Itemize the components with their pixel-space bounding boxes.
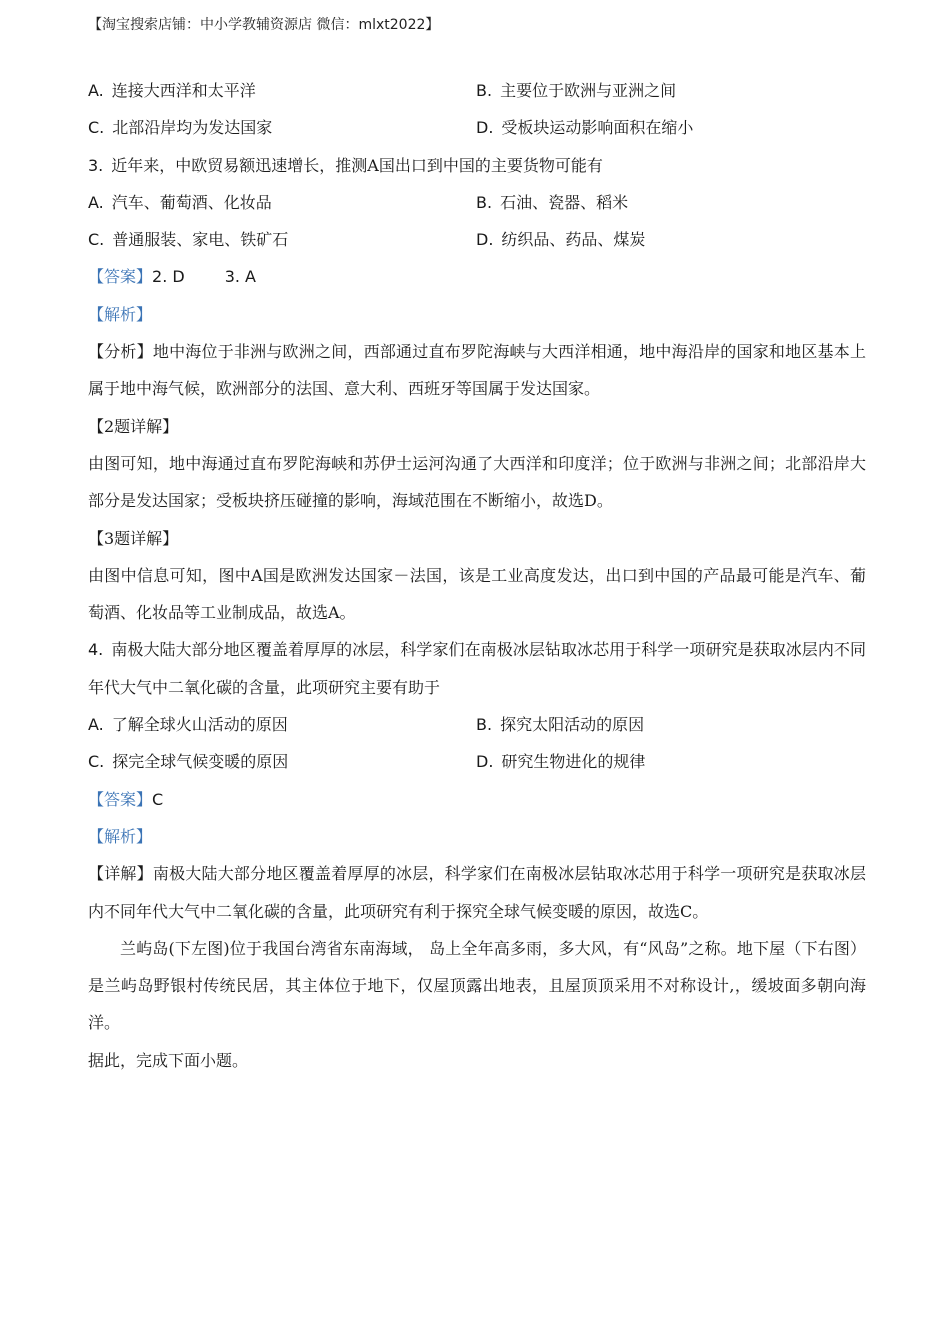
q2-options-row-1 xyxy=(88,72,866,109)
option-text: 汽车、葡萄酒、化妆品 xyxy=(111,192,272,212)
option-key: D. xyxy=(476,230,494,250)
q4-options-row-2 xyxy=(88,743,866,780)
detail-label: 【详解】 xyxy=(88,864,153,884)
question-number: 3. xyxy=(88,155,104,175)
answer-value-q4: C xyxy=(152,789,164,809)
option-text: 普通服装、家电、铁矿石 xyxy=(112,230,289,250)
option-text: 受板块运动影响面积在缩小 xyxy=(501,118,694,138)
document-body xyxy=(88,72,866,1079)
option-key: B. xyxy=(476,715,493,735)
answer-label: 【答案】 xyxy=(88,789,153,809)
q3-options-row-1 xyxy=(88,184,866,221)
question-text: 南极大陆大部分地区覆盖着厚厚的冰层，科学家们在南极冰层钻取冰芯用于科学一项研究是获取冰层内不同年代大气中二氧化碳的含量，此项研究主要有助于 xyxy=(88,640,866,697)
q3-options-row-2 xyxy=(88,221,866,258)
q2-option-a xyxy=(88,72,476,109)
answer-value-q3: 3. A xyxy=(224,267,256,287)
option-text: 纺织品、药品、煤炭 xyxy=(501,230,646,250)
answer-value-q2: 2. D xyxy=(152,267,185,287)
detail-3-paragraph: 由图中信息可知，图中A国是欧洲发达国家－法国，该是工业高度发达，出口到中国的产品最可能是汽车、葡萄酒、化妆品等工业制成品，故选A。 xyxy=(88,565,866,623)
answer-line-1 xyxy=(88,258,866,295)
option-key: A. xyxy=(88,81,104,100)
option-key: D. xyxy=(476,752,494,772)
analysis-text: 地中海位于非洲与欧洲之间，西部通过直布罗陀海峡与大西洋相通，地中海沿岸的国家和地区基本上属于地中海气候，欧洲部分的法国、意大利、西班牙等国属于发达国家。 xyxy=(88,342,866,399)
detail-text: 南极大陆大部分地区覆盖着厚厚的冰层，科学家们在南极冰层钻取冰芯用于科学一项研究是获取冰层内不同年代大气中二氧化碳的含量，此项研究有利于探究全球气候变暖的原因，故选C。 xyxy=(88,864,866,921)
option-key: D. xyxy=(476,118,494,138)
q3-option-a xyxy=(88,184,476,221)
option-key: B. xyxy=(476,81,493,100)
option-key: C. xyxy=(88,752,105,772)
option-text: 探究太阳活动的原因 xyxy=(500,715,645,735)
detail-2-heading xyxy=(88,408,866,445)
q4-option-d xyxy=(476,743,866,780)
q4-stem xyxy=(88,631,866,706)
analysis-paragraph xyxy=(88,333,866,408)
detail-3-heading xyxy=(88,520,866,557)
option-key: A. xyxy=(88,192,104,212)
option-key: B. xyxy=(476,192,493,212)
jiexi-line-2 xyxy=(88,818,866,855)
jiexi-line-1 xyxy=(88,296,866,333)
q4-options-row-1 xyxy=(88,706,866,743)
q4-option-b xyxy=(476,706,866,743)
q3-option-b xyxy=(476,184,866,221)
detail-2-paragraph: 由图可知，地中海通过直布罗陀海峡和苏伊士运河沟通了大西洋和印度洋；位于欧洲与非洲之间；北部沿岸大部分是发达国家；受板块挤压碰撞的影响，海域范围在不断缩小，故选D。 xyxy=(88,453,866,511)
answer-label: 【答案】 xyxy=(88,267,153,287)
question-text: 近年来，中欧贸易额迅速增长，推测A国出口到中国的主要货物可能有 xyxy=(111,155,603,175)
q2-option-c xyxy=(88,109,476,146)
option-key: A. xyxy=(88,715,104,735)
q3-option-c xyxy=(88,221,476,258)
detail-4-paragraph xyxy=(88,855,866,930)
option-text: 北部沿岸均为发达国家 xyxy=(112,118,273,138)
option-text: 主要位于欧洲与亚洲之间 xyxy=(500,81,677,100)
jiexi-label: 【解析】 xyxy=(88,826,153,846)
option-text: 石油、瓷器、稻米 xyxy=(500,192,629,212)
question-number: 4. xyxy=(88,640,104,660)
option-key: C. xyxy=(88,118,105,138)
q2-option-d xyxy=(476,109,866,146)
analysis-label: 【分析】 xyxy=(88,342,153,362)
q4-option-c xyxy=(88,743,476,780)
q3-stem xyxy=(88,147,866,184)
answer-line-2 xyxy=(88,781,866,818)
q3-option-d xyxy=(476,221,866,258)
passage-prompt: 据此，完成下面小题。 xyxy=(88,1050,249,1070)
q2-option-b xyxy=(476,72,866,109)
passage-paragraph: 兰屿岛(下左图)位于我国台湾省东南海域， 岛上全年高多雨，多大风，有“风岛”之称。地下屋（下右图）是兰屿岛野银村传统民居，其主体位于地下，仅屋顶露出地表，且屋顶顶采用不对称设计,，缓坡面多朝向海洋。 xyxy=(88,938,866,1033)
option-text: 了解全球火山活动的原因 xyxy=(111,715,288,735)
option-text: 连接大西洋和太平洋 xyxy=(111,81,256,100)
detail-label: 【2题详解】 xyxy=(88,416,179,436)
q2-options-row-2 xyxy=(88,109,866,146)
page-header: 【淘宝搜索店铺：中小学教辅资源店 微信：mlxt2022】 xyxy=(88,17,440,33)
jiexi-label: 【解析】 xyxy=(88,304,153,324)
option-key: C. xyxy=(88,230,105,250)
option-text: 探完全球气候变暖的原因 xyxy=(112,752,289,772)
option-text: 研究生物进化的规律 xyxy=(501,752,646,772)
q4-option-a xyxy=(88,706,476,743)
detail-label: 【3题详解】 xyxy=(88,528,179,548)
